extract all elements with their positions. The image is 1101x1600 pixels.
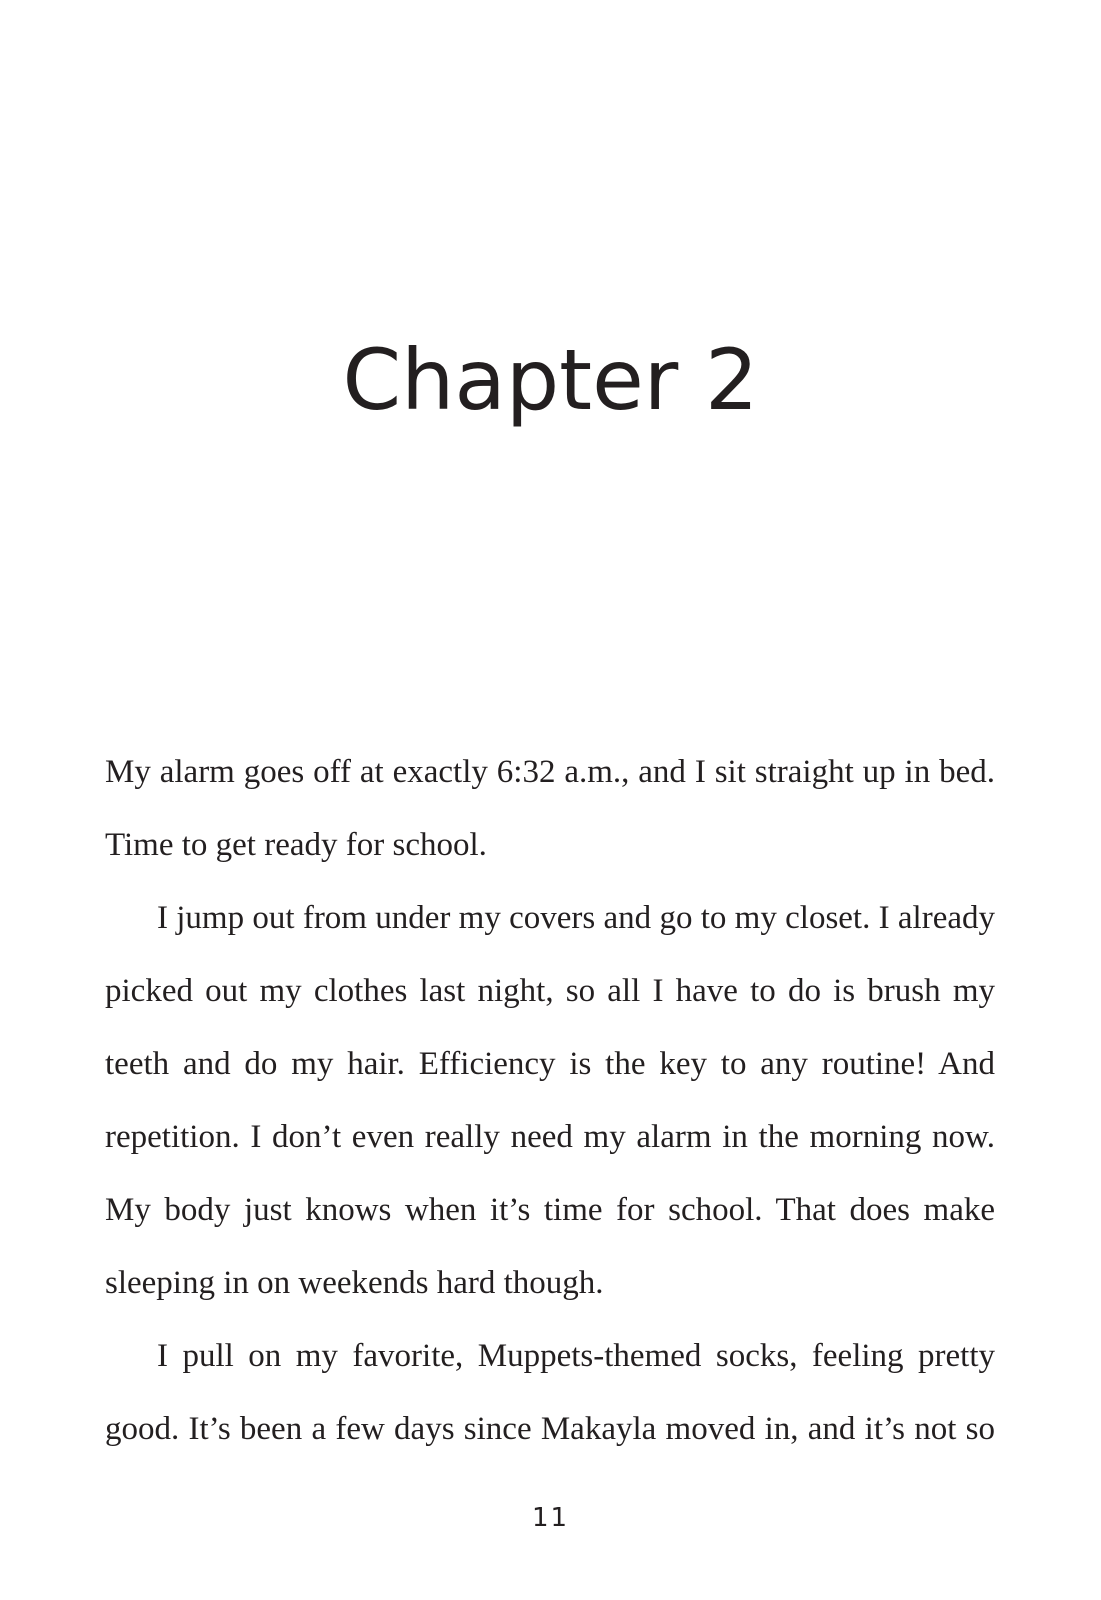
page-number: 11 (531, 1503, 570, 1533)
chapter-body (105, 736, 995, 1466)
paragraph: My alarm goes off at exactly 6:32 a.m., and I sit straight up in bed. Time to get ready for school. (105, 754, 995, 863)
paragraph: I jump out from under my covers and go to my closet. I already picked out my clothes last night, so all I have to do is brush my teeth and do my hair. Efficiency is the key to any routine! And repetition. I don’t even really need my alarm in the morning now. My body just knows when it’s time for school. That does make sleeping in on weekends hard though. (105, 900, 995, 1301)
paragraph: I pull on my favorite, Muppets-themed socks, feeling pretty good. It’s been a few days since Makayla moved in, and it’s not so (105, 1338, 995, 1447)
chapter-title: Chapter 2 (342, 331, 759, 429)
